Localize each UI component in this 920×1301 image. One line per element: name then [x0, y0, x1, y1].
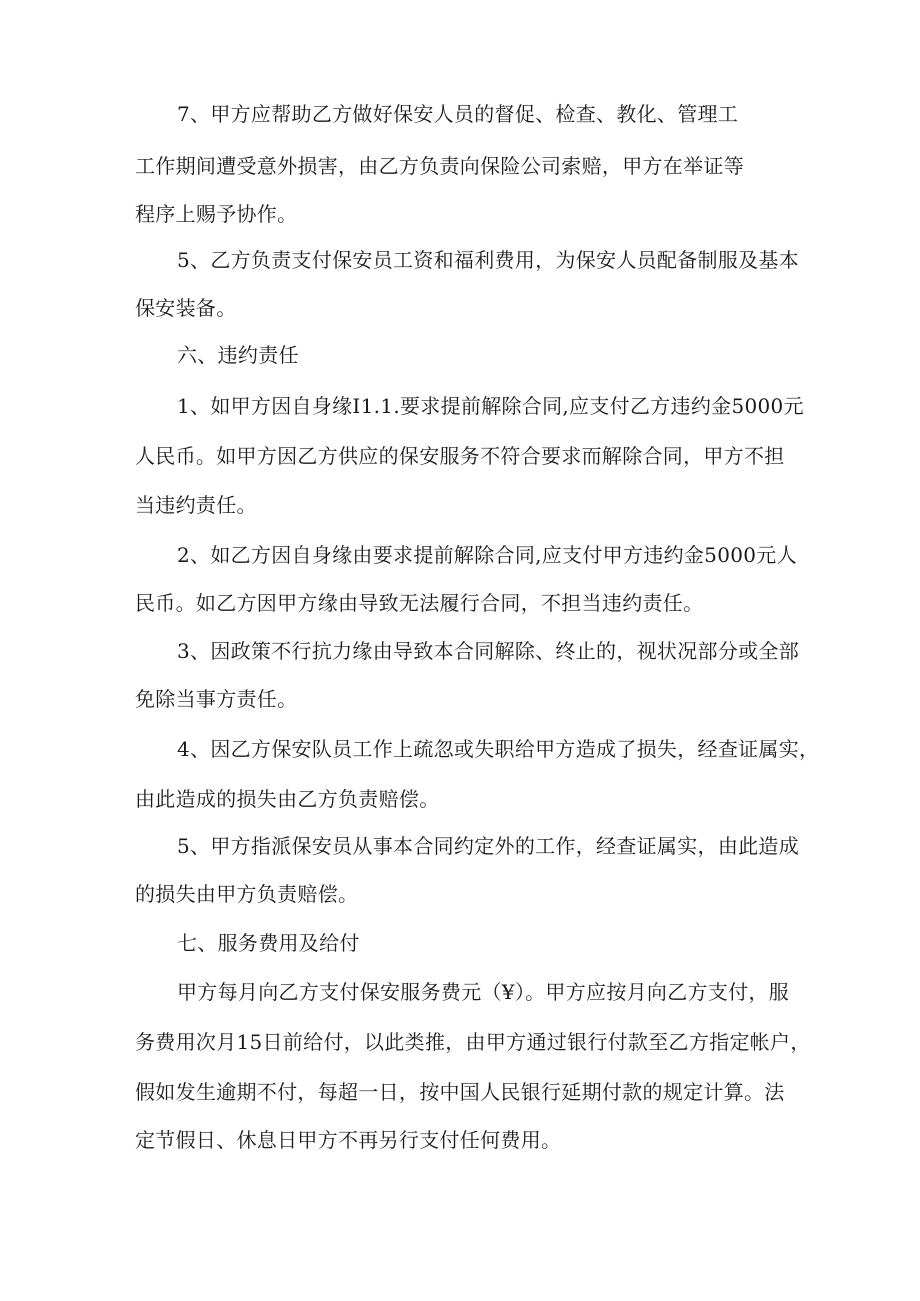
text-line-22: 定节假日、休息日甲方不再另行支付任何费用。: [135, 1128, 562, 1152]
text-line-8: 人民币。如甲方因乙方供应的保安服务不符合要求而解除合同，甲方不担: [135, 444, 785, 468]
text-line-5: 保安装备。: [135, 296, 237, 320]
text-line-1: 7、甲方应帮助乙方做好保安人员的督促、检查、教化、管理工: [177, 102, 739, 126]
text-line-3: 程序上赐予协作。: [135, 202, 298, 226]
text-line-10: 2、如乙方因自身缘由要求提前解除合同,应支付甲方违约金5000元人: [177, 543, 797, 567]
text-line-15: 由此造成的损失由乙方负责赔偿。: [135, 787, 440, 811]
text-line-11: 民币。如乙方因甲方缘由导致无法履行合同，不担当违约责任。: [135, 591, 704, 615]
section-heading-6: 六、违约责任: [177, 343, 299, 367]
text-line-7: 1、如甲方因自身缘I1.1.要求提前解除合同,应支付乙方违约金5000元: [177, 394, 804, 418]
text-line-17: 的损失由甲方负责赔偿。: [135, 882, 359, 906]
section-heading-7: 七、服务费用及给付: [177, 931, 360, 955]
text-line-12: 3、因政策不行抗力缘由导致本合同解除、终止的，视状况部分或全部: [177, 639, 800, 663]
text-line-2: 工作期间遭受意外损害，由乙方负责向保险公司索赔，甲方在举证等: [135, 154, 744, 178]
text-line-13: 免除当事方责任。: [135, 687, 298, 711]
text-line-16: 5、甲方指派保安员从事本合同约定外的工作，经查证属实，由此造成: [177, 834, 800, 858]
text-line-9: 当违约责任。: [135, 493, 257, 517]
text-line-19: 甲方每月向乙方支付保安服务费元（¥）。甲方应按月向乙方支付，服: [177, 980, 790, 1004]
text-line-21: 假如发生逾期不付，每超一日，按中国人民银行延期付款的规定计算。法: [135, 1080, 785, 1104]
text-line-20: 务费用次月15日前给付，以此类推，由甲方通过银行付款至乙方指定帐户，: [135, 1030, 811, 1054]
text-line-4: 5、乙方负责支付保安员工资和福利费用，为保安人员配备制服及基本: [177, 248, 800, 272]
text-line-14: 4、因乙方保安队员工作上疏忽或失职给甲方造成了损失，经查证属实，: [177, 737, 820, 761]
